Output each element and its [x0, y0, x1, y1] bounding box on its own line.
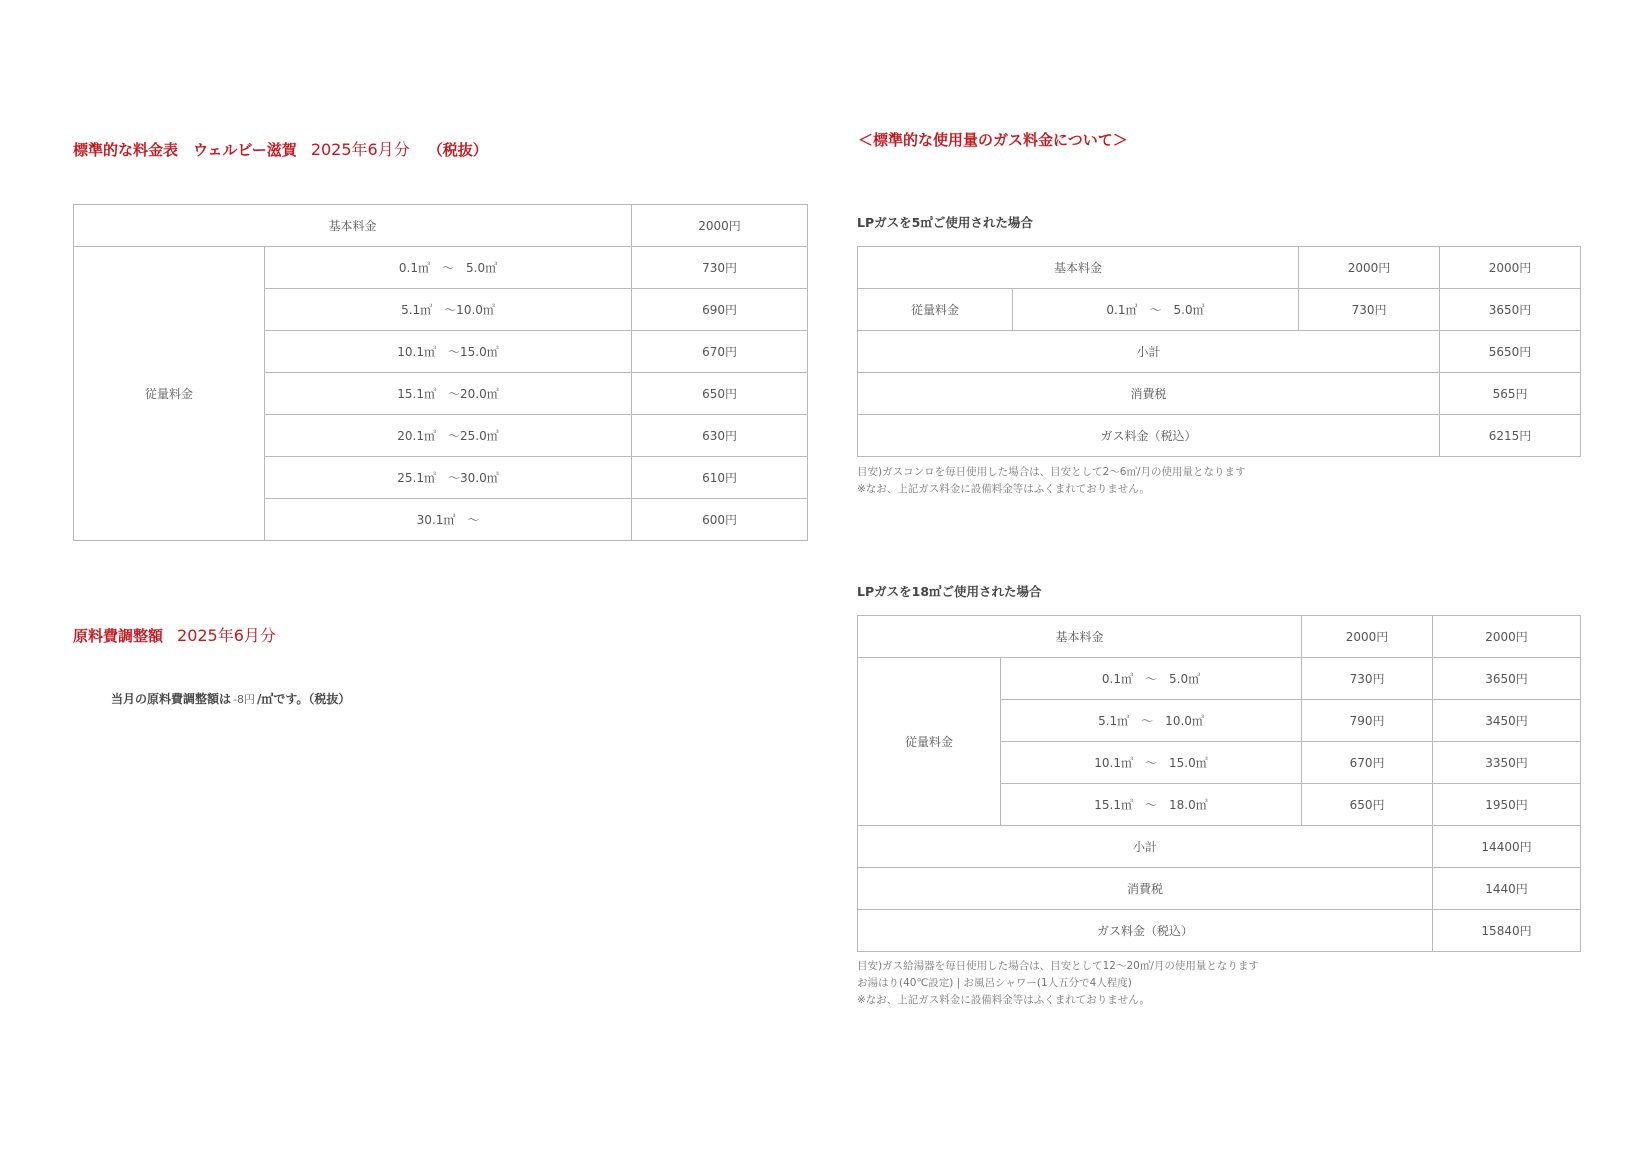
- case-18m3-subtitle: LPガスを18㎥ご使用された場合: [857, 584, 1042, 599]
- base-fee-label: 基本料金: [74, 205, 632, 247]
- total-value: 6215円: [1440, 415, 1581, 457]
- tier-total: 3650円: [1440, 289, 1581, 331]
- tier-range: 0.1㎥ ～ 5.0㎥: [1001, 658, 1302, 700]
- note-line: お湯はり(40℃設定) | お風呂シャワー(1人五分で4人程度): [857, 977, 1132, 989]
- tier-unit-price: 650円: [1302, 784, 1433, 826]
- tier-price: 650円: [632, 373, 808, 415]
- table-row: [858, 415, 1581, 457]
- tier-range: 10.1㎥ ～ 15.0㎥: [1001, 742, 1302, 784]
- adjustment-title-text: 原料費調整額: [73, 627, 164, 645]
- total-label: ガス料金（税込）: [858, 910, 1433, 952]
- base-fee-total: 2000円: [1433, 616, 1581, 658]
- tier-range: 30.1㎥ ～: [265, 499, 632, 541]
- consumption-tax-label: 消費税: [858, 373, 1440, 415]
- note-line: 目安)ガス給湯器を毎日使用した場合は、目安として12～20㎥/月の使用量となります: [857, 960, 1259, 972]
- tier-range: 5.1㎥ ～10.0㎥: [265, 289, 632, 331]
- base-fee-label: 基本料金: [858, 616, 1302, 658]
- table-row: [74, 247, 808, 289]
- table-row: [858, 616, 1581, 658]
- tier-price: 600円: [632, 499, 808, 541]
- table-row: [858, 658, 1581, 700]
- table-row: [858, 373, 1581, 415]
- case-18m3-table: [857, 615, 1581, 952]
- tier-price: 630円: [632, 415, 808, 457]
- table-row: [858, 910, 1581, 952]
- rate-table-tax-note: （税抜）: [427, 141, 488, 159]
- subtotal-value: 14400円: [1433, 826, 1581, 868]
- total-value: 15840円: [1433, 910, 1581, 952]
- consumption-tax-value: 565円: [1440, 373, 1581, 415]
- base-fee-unit: 2000円: [1302, 616, 1433, 658]
- base-fee-label: 基本料金: [858, 247, 1299, 289]
- case-5m3-subtitle: LPガスを5㎥ご使用された場合: [857, 215, 1033, 230]
- case-5m3-table: [857, 246, 1581, 457]
- tier-total: 1950円: [1433, 784, 1581, 826]
- table-row: [858, 331, 1581, 373]
- tier-total: 3350円: [1433, 742, 1581, 784]
- tier-range: 15.1㎥ ～20.0㎥: [265, 373, 632, 415]
- subtotal-label: 小計: [858, 331, 1440, 373]
- tier-range: 20.1㎥ ～25.0㎥: [265, 415, 632, 457]
- note-line: ※なお、上記ガス料金に設備料金等はふくまれておりません。: [857, 483, 1150, 495]
- tier-unit-price: 790円: [1302, 700, 1433, 742]
- standard-usage-title: ＜標準的な使用量のガス料金について＞: [858, 131, 1128, 149]
- subtotal-label: 小計: [858, 826, 1433, 868]
- adjustment-text-after: /㎥です。（税抜）: [256, 692, 351, 706]
- base-fee-value: 2000円: [632, 205, 808, 247]
- tier-price: 610円: [632, 457, 808, 499]
- usage-fee-label: 従量料金: [74, 247, 265, 541]
- table-row: [858, 868, 1581, 910]
- tier-total: 3650円: [1433, 658, 1581, 700]
- usage-fee-label: 従量料金: [858, 658, 1001, 826]
- standard-rate-table: [73, 204, 808, 541]
- adjustment-title: [73, 623, 276, 646]
- note-line: 目安)ガスコンロを毎日使用した場合は、目安として2～6㎥/月の使用量となります: [857, 466, 1246, 478]
- rate-table-title: [73, 137, 488, 160]
- adjustment-date: 2025年6月分: [177, 626, 276, 645]
- tier-range: 15.1㎥ ～ 18.0㎥: [1001, 784, 1302, 826]
- tier-range: 0.1㎥ ～ 5.0㎥: [265, 247, 632, 289]
- adjustment-text-before: 当月の原料費調整額は: [111, 692, 232, 706]
- total-label: ガス料金（税込）: [858, 415, 1440, 457]
- tier-price: 730円: [632, 247, 808, 289]
- tier-price: 670円: [632, 331, 808, 373]
- consumption-tax-label: 消費税: [858, 868, 1433, 910]
- tier-price: 690円: [632, 289, 808, 331]
- case-18m3-notes: [857, 958, 1259, 1009]
- base-fee-unit: 2000円: [1299, 247, 1440, 289]
- adjustment-statement: [111, 690, 350, 707]
- tier-range: 25.1㎥ ～30.0㎥: [265, 457, 632, 499]
- table-row: [858, 247, 1581, 289]
- case-5m3-notes: [857, 464, 1246, 498]
- tier-unit-price: 730円: [1299, 289, 1440, 331]
- tier-range: 10.1㎥ ～15.0㎥: [265, 331, 632, 373]
- table-row: [858, 289, 1581, 331]
- rate-table-date: 2025年6月分: [310, 140, 410, 159]
- base-fee-total: 2000円: [1440, 247, 1581, 289]
- usage-fee-label: 従量料金: [858, 289, 1013, 331]
- tier-range: 5.1㎥ ～ 10.0㎥: [1001, 700, 1302, 742]
- note-line: ※なお、上記ガス料金に設備料金等はふくまれておりません。: [857, 994, 1150, 1006]
- subtotal-value: 5650円: [1440, 331, 1581, 373]
- rate-table-title-text: 標準的な料金表 ウェルビー滋賀: [73, 141, 297, 159]
- table-row: [74, 205, 808, 247]
- tier-unit-price: 670円: [1302, 742, 1433, 784]
- adjustment-value: -8円: [233, 693, 255, 706]
- consumption-tax-value: 1440円: [1433, 868, 1581, 910]
- tier-range: 0.1㎥ ～ 5.0㎥: [1013, 289, 1299, 331]
- tier-total: 3450円: [1433, 700, 1581, 742]
- table-row: [858, 826, 1581, 868]
- tier-unit-price: 730円: [1302, 658, 1433, 700]
